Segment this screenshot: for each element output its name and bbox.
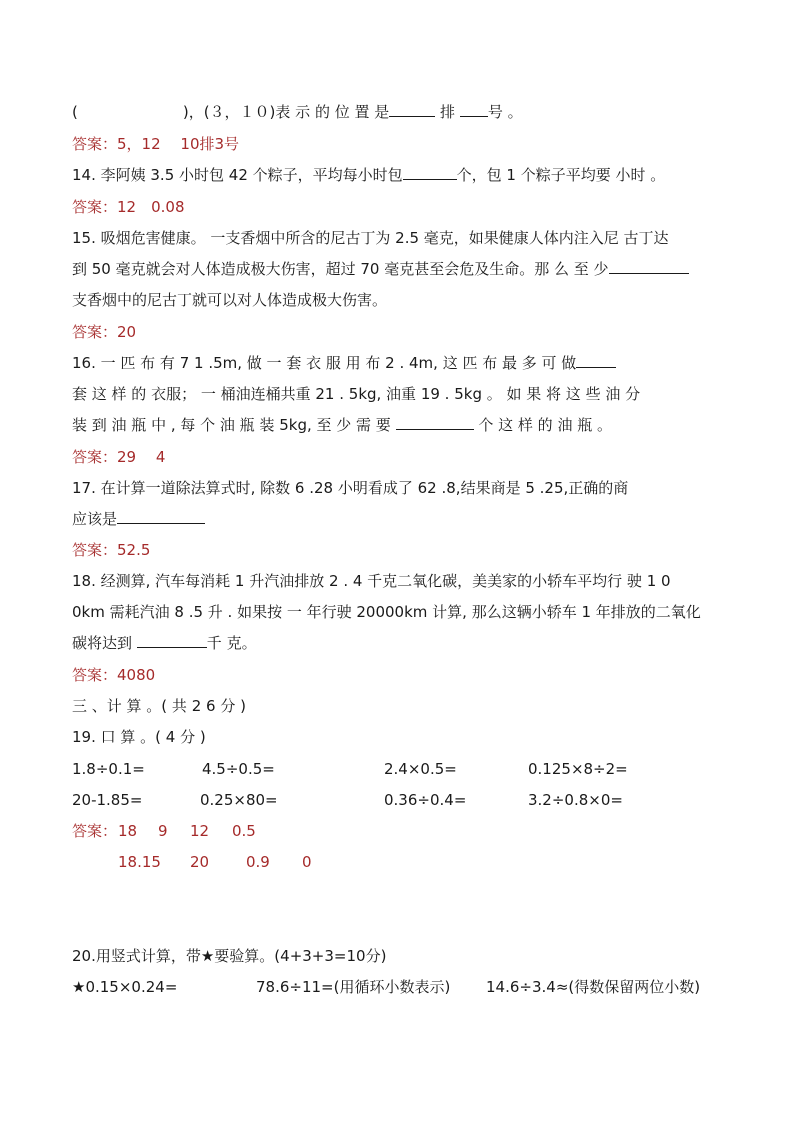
q19-row2-item2: 0.25×80=: [200, 791, 278, 809]
q19-answer4: 0.5: [232, 822, 256, 840]
q15-line1: 15. 吸烟危害健康。 一支香烟中所含的尼古丁为 2.5 毫克，如果健康人体内注入尼 古丁达: [72, 229, 669, 247]
q19-row1-item4: 0.125×8÷2=: [528, 760, 628, 778]
q18-line3: 碳将达到 千 克。: [72, 634, 257, 652]
q17-line2: 应该是: [72, 509, 732, 529]
blank-bottles: [396, 415, 474, 430]
q19-answer6: 20: [190, 853, 210, 871]
q19-answer8: 0: [302, 853, 312, 871]
blank-seat: [460, 102, 488, 117]
blank-cigarettes: [609, 259, 689, 274]
q18-line2: 0km 需耗汽油 8 .5 升 . 如果按 一 年行驶 20000km 计算, 那么这辆小轿车 1 年排放的二氧化: [72, 603, 701, 621]
q20-title: 20.用竖式计算，带★要验算。(4+3+3=10分): [72, 947, 387, 965]
q17-answer: 答案：52.5: [72, 541, 151, 559]
blank-row: [389, 102, 435, 117]
q18-answer: 答案：4080: [72, 666, 156, 684]
q19-answer7: 0.9: [246, 853, 270, 871]
q15-line3: 支香烟中的尼古丁就可以对人体造成极大伤害。: [72, 291, 388, 309]
q17-line1: 17. 在计算一道除法算式时, 除数 6 .28 小明看成了 62 .8,结果商是 5 .25,正确的商: [72, 479, 629, 497]
q13-answer: 答案：5，12 10排3号: [72, 135, 240, 153]
q19-answer2: 9: [158, 822, 168, 840]
blank-co2: [137, 633, 207, 648]
blank-quotient: [117, 509, 205, 524]
section-title: 三 、计 算 。( 共 2 6 分 ): [72, 697, 246, 715]
q19-row1-item1: 1.8÷0.1=: [72, 760, 145, 778]
q13-line: ( )，(３，１０)表 示 的 位 置 是 排 号 。: [72, 103, 523, 121]
q19-row1-item3: 2.4×0.5=: [384, 760, 457, 778]
q16-answer: 答案：29 4: [72, 448, 166, 466]
q14-answer: 答案：12 0.08: [72, 198, 185, 216]
blank-suits: [576, 353, 616, 368]
q19-answer-label: 答案：: [72, 822, 118, 840]
q16-line2: 套 这 样 的 衣服； 一 桶油连桶共重 21 . 5kg, 油重 19 . 5kg 。 如 果 将 这 些 油 分: [72, 385, 641, 403]
q16-line1: 16. 一 匹 布 有 7 1 .5m, 做 一 套 衣 服 用 布 2 . 4m, 这 匹 布 最 多 可 做: [72, 353, 732, 373]
q18-line1: 18. 经测算, 汽车每消耗 1 升汽油排放 2 . 4 千克二氧化碳，美美家的小轿车平均行 驶 1 0: [72, 572, 671, 590]
q19-row1-item2: 4.5÷0.5=: [202, 760, 275, 778]
q19-row2-item4: 3.2÷0.8×0=: [528, 791, 623, 809]
q19-row2-item1: 20-1.85=: [72, 791, 143, 809]
q19-answer5: 18.15: [118, 853, 161, 871]
q20-item1: ★0.15×0.24=: [72, 978, 178, 996]
q16-line3: 装 到 油 瓶 中 , 每 个 油 瓶 装 5kg, 至 少 需 要 个 这 样 的 油 瓶 。: [72, 416, 612, 434]
q20-item2: 78.6÷11=(用循环小数表示): [256, 978, 451, 996]
blank-per-hour: [403, 165, 457, 180]
q19-row2-item3: 0.36÷0.4=: [384, 791, 467, 809]
q19-answer3: 12: [190, 822, 210, 840]
q15-line2: 到 50 毫克就会对人体造成极大伤害，超过 70 毫克甚至会危及生命。那 么 至 少: [72, 259, 732, 279]
q20-item3: 14.6÷3.4≈(得数保留两位小数): [486, 978, 701, 996]
q14-line: 14. 李阿姨 3.5 小时包 42 个粽子，平均每小时包 个，包 1 个粽子平均要 小时 。: [72, 166, 666, 184]
q15-answer: 答案：20: [72, 323, 137, 341]
q19-answer1: 18: [118, 822, 138, 840]
q19-title: 19. 口 算 。( 4 分 ): [72, 728, 206, 746]
